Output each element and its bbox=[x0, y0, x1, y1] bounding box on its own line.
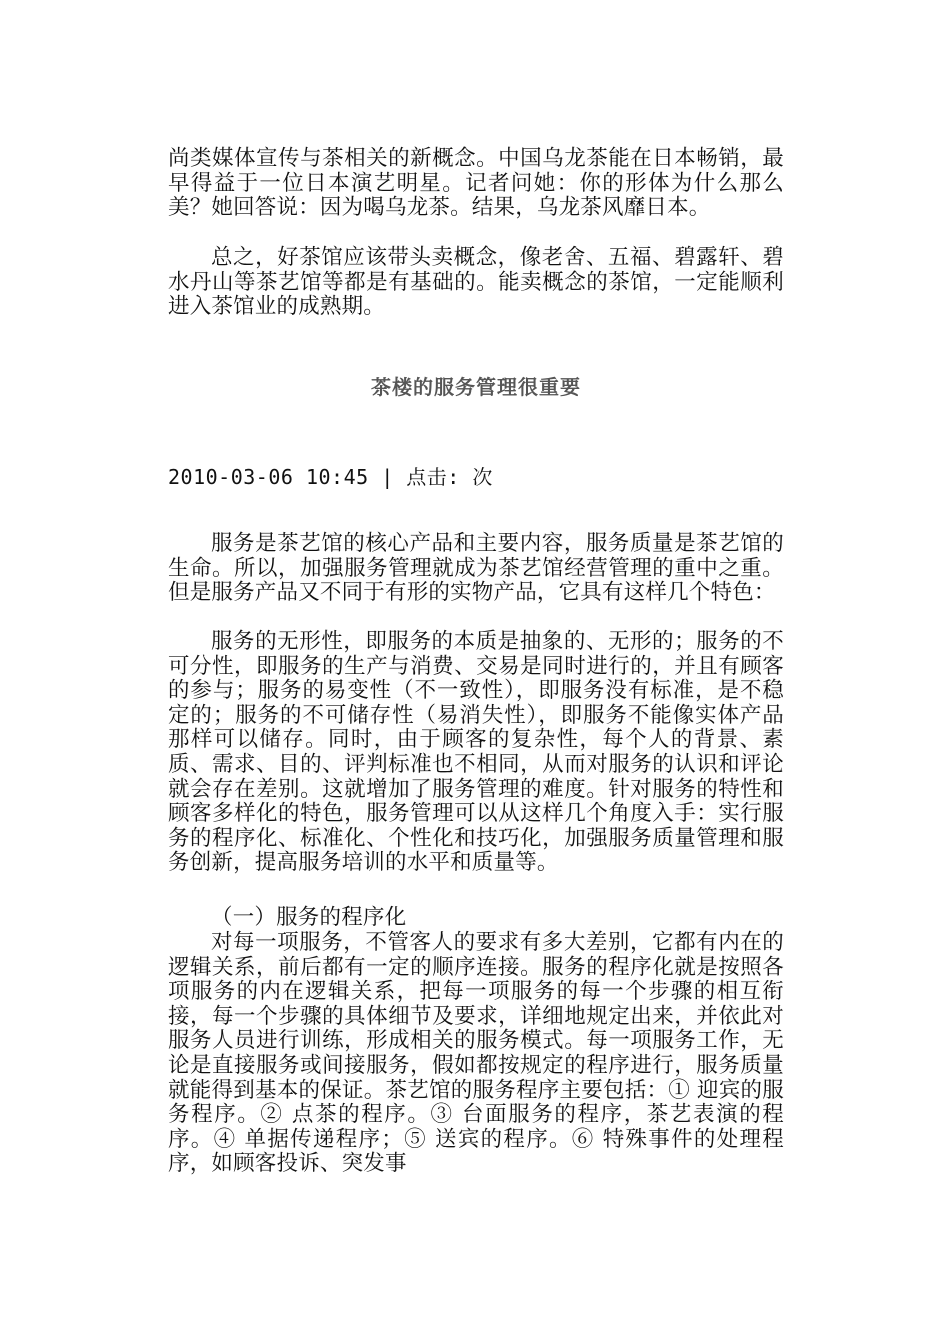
intro-paragraph: 尚类媒体宣传与茶相关的新概念。中国乌龙茶能在日本畅销，最早得益于一位日本演艺明星。记者问她：你的形体为什么那么美？她回答说：因为喝乌龙茶。结果，乌龙茶风靡日本。 bbox=[168, 146, 784, 221]
section-heading: （一）服务的程序化 bbox=[211, 905, 407, 930]
intro-paragraph: 总之，好茶馆应该带头卖概念，像老舍、五福、碧露轩、碧水丹山等茶艺馆等都是有基础的。能卖概念的茶馆，一定能顺利进入茶馆业的成熟期。 bbox=[168, 245, 784, 320]
article-title: 茶楼的服务管理很重要 bbox=[371, 375, 581, 399]
body-paragraph: 服务是茶艺馆的核心产品和主要内容，服务质量是茶艺馆的生命。所以，加强服务管理就成为茶艺馆经营管理的重中之重。但是服务产品又不同于有形的实物产品，它具有这样几个特色： bbox=[168, 531, 784, 606]
article-meta: 2010-03-06 10:45 | 点击: 次 bbox=[168, 465, 493, 489]
body-paragraph: 对每一项服务，不管客人的要求有多大差别，它都有内在的逻辑关系，前后都有一定的顺序连接。服务的程序化就是按照各项服务的内在逻辑关系，把每一项服务的每一个步骤的相互衔接，每一个步骤的具体细节及要求，详细地规定出来，并依此对服务人员进行训练，形成相关的服务模式。每一项服务工作，无论是直接服务或间接服务，假如都按规定的程序进行，服务质量就能得到基本的保证。茶艺馆的服务程序主要包括：① 迎宾的服务程序。② 点茶的程序。③ 台面服务的程序，茶艺表演的程序。④ 单据传递程序；⑤ 送宾的程序。⑥ 特殊事件的处理程序，如顾客投诉、突发事 bbox=[168, 930, 784, 1177]
body-paragraph: 服务的无形性，即服务的本质是抽象的、无形的；服务的不可分性，即服务的生产与消费、交易是同时进行的，并且有顾客的参与；服务的易变性（不一致性），即服务没有标准，是不稳定的；服务的不可储存性（易消失性），即服务不能像实体产品那样可以储存。同时，由于顾客的复杂性，每个人的背景、素质、需求、目的、评判标准也不相同，从而对服务的认识和评论就会存在差别。这就增加了服务管理的难度。针对服务的特性和顾客多样化的特色，服务管理可以从这样几个角度入手：实行服务的程序化、标准化、个性化和技巧化，加强服务质量管理和服务创新，提高服务培训的水平和质量等。 bbox=[168, 629, 784, 876]
